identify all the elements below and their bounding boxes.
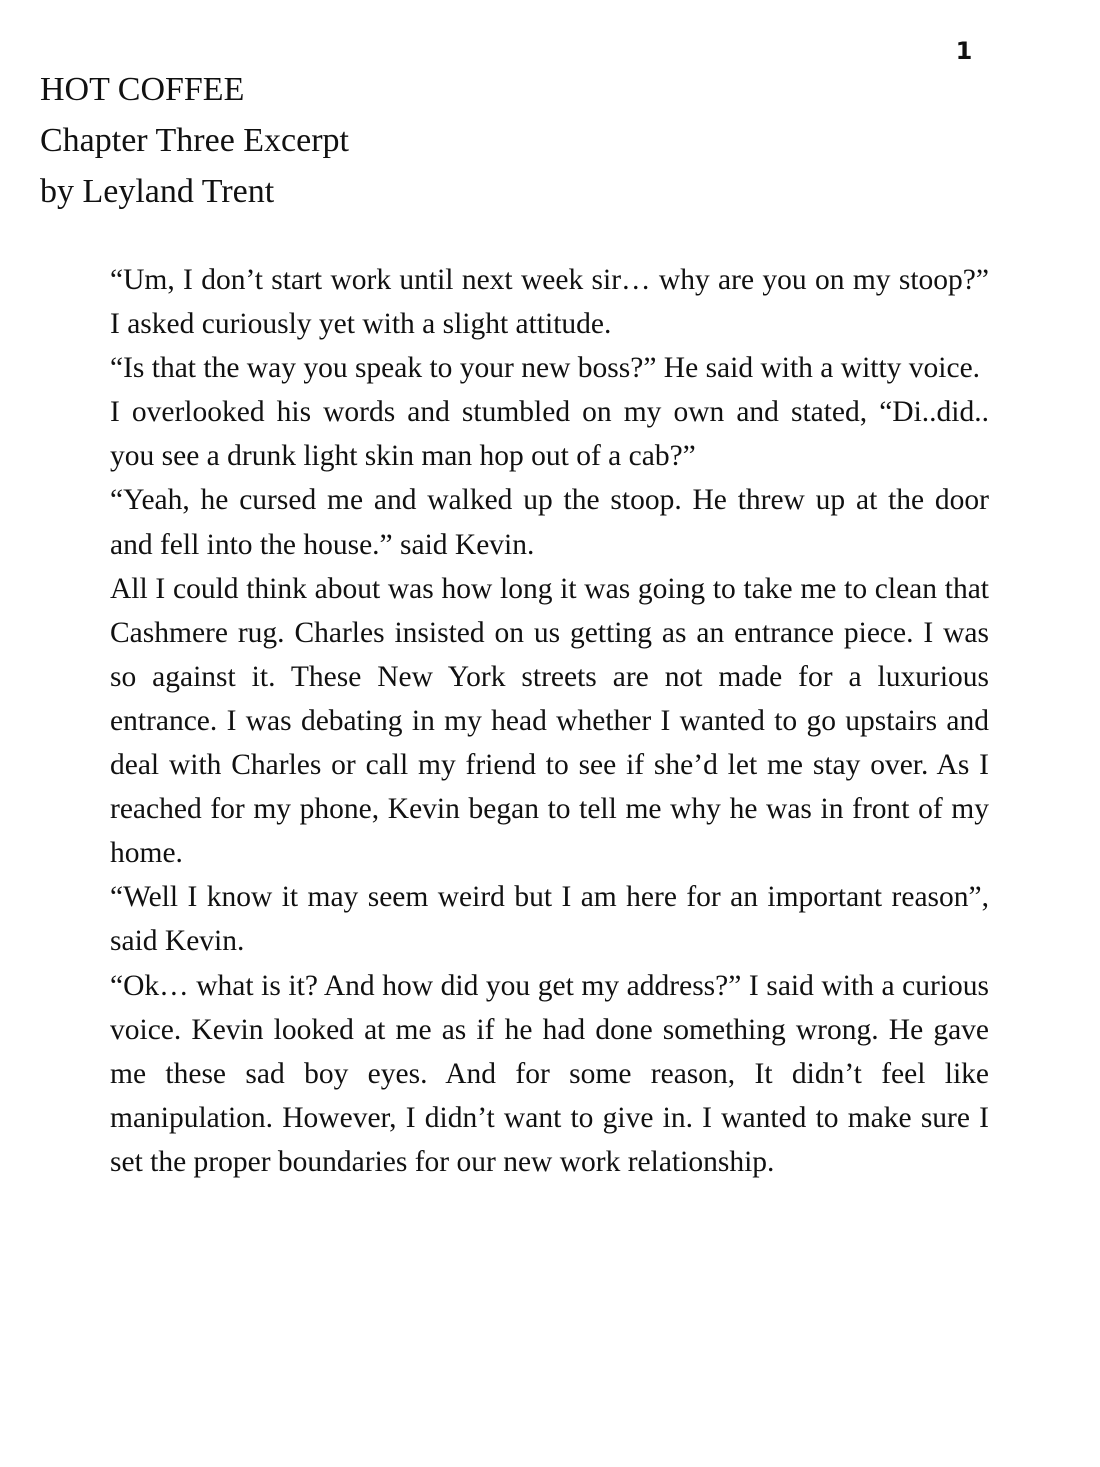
paragraph: “Is that the way you speak to your new boss?” He said with a witty voice. <box>110 352 981 385</box>
paragraph: “Well I know it may seem weird but I am here for an important reason”, said Kevin. <box>110 881 989 958</box>
excerpt-body <box>110 258 989 1184</box>
page-number: 1 <box>955 37 973 65</box>
chapter-title: Chapter Three Excerpt <box>40 122 350 159</box>
author-byline: by Leyland Trent <box>40 173 275 210</box>
paragraph: All I could think about was how long it was going to take me to clean that Cashmere rug. Charles insisted on us getting as an entrance piece. I was so against it. These New York streets are not made for a luxurious entrance. I was debating in my head whether I wanted to go upstairs and deal with Charles or call my friend to see if she’d let me stay over. As I reached for my phone, Kevin began to tell me why he was in front of my home. <box>110 572 989 870</box>
paragraph: “Um, I don’t start work until next week sir… why are you on my stoop?” I asked curiously yet with a slight attitude. <box>110 264 989 341</box>
paragraph: “Ok… what is it? And how did you get my address?” I said with a curious voice. Kevin looked at me as if he had done something wrong. He gave me these sad boy eyes. And for some reason, It didn’t feel like manipulation. However, I didn’t want to give in. I wanted to make sure I set the proper boundaries for our new work relationship. <box>110 969 989 1178</box>
book-title: HOT COFFEE <box>40 71 245 108</box>
paragraph: I overlooked his words and stumbled on my own and stated, “Di..did.. you see a drunk light skin man hop out of a cab?” <box>110 396 989 473</box>
paragraph: “Yeah, he cursed me and walked up the stoop. He threw up at the door and fell into the house.” said Kevin. <box>110 484 989 561</box>
title-block <box>40 64 349 217</box>
